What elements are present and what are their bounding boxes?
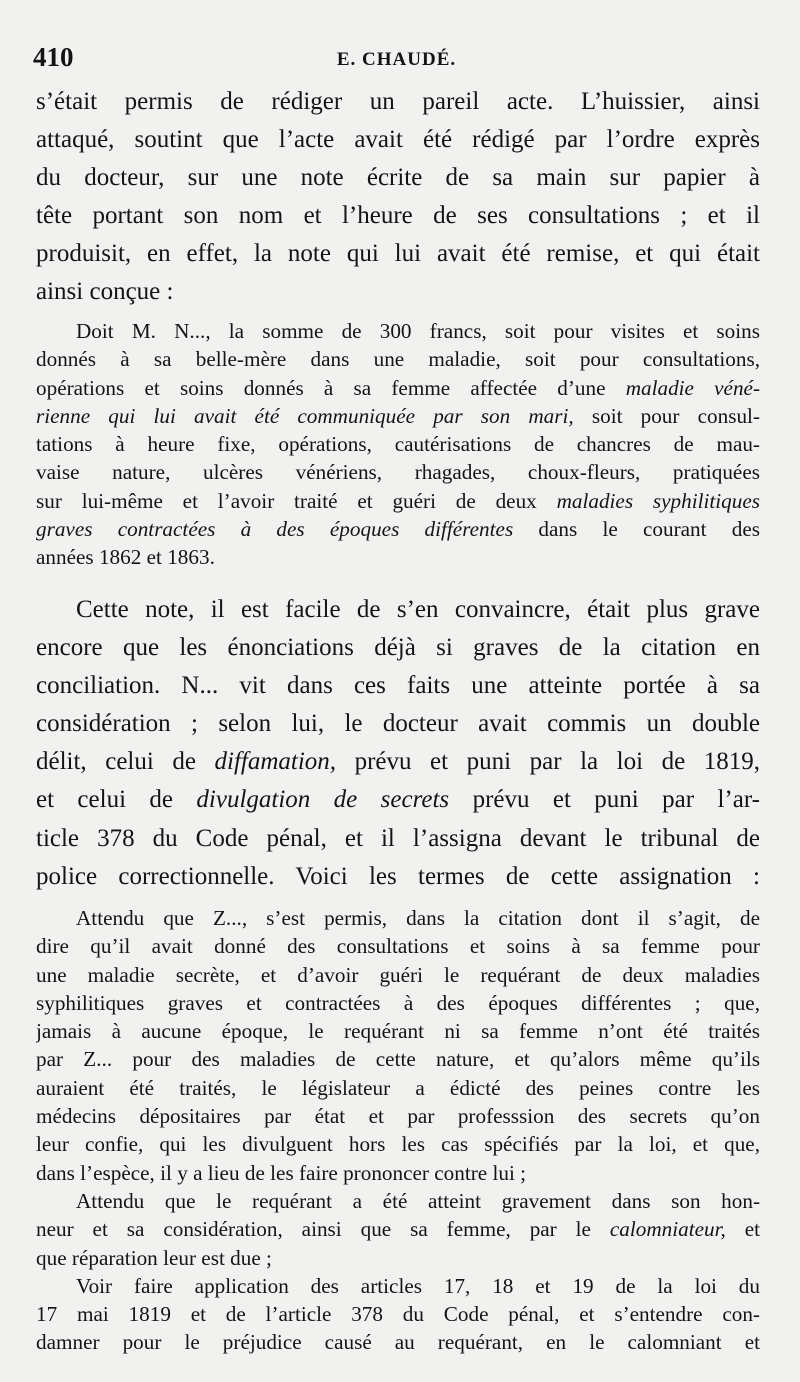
text-line: considération ; selon lui, le docteur avait commis un double bbox=[36, 710, 760, 738]
text-line: s’était permis de rédiger un pareil acte. L’huissier, ainsi bbox=[36, 88, 760, 115]
text-line: Doit M. N..., la somme de 300 francs, soit pour visites et soins bbox=[76, 319, 760, 343]
text-line: syphilitiques graves et contractées à des époques différentes ; que, bbox=[36, 990, 760, 1015]
text-line: vaise nature, ulcères vénériens, rhagades, choux-fleurs, pratiquées bbox=[36, 460, 760, 485]
text-line: encore que les énonciations déjà si graves de la citation en bbox=[36, 634, 760, 662]
text-line: graves contractées à des époques différentes dans le courant des bbox=[36, 517, 760, 542]
text-line: neur et sa considération, ainsi que sa femme, par le calomniateur, et bbox=[36, 1217, 760, 1242]
text-line: opérations et soins donnés à sa femme affectée d’une maladie véné- bbox=[36, 375, 760, 400]
text-line: police correctionnelle. Voici les termes de cette assignation : bbox=[36, 862, 760, 890]
text-line: années 1862 et 1863. bbox=[36, 545, 215, 570]
text-line: donnés à sa belle-mère dans une maladie, soit pour consultations, bbox=[36, 347, 760, 372]
text-line: une maladie secrète, et d’avoir guéri le requérant de deux maladies bbox=[36, 962, 760, 987]
text-line: Voir faire application des articles 17, 18 et 19 de la loi du bbox=[76, 1273, 760, 1298]
text-line: Attendu que Z..., s’est permis, dans la citation dont il s’agit, de bbox=[76, 906, 760, 930]
text-line: du docteur, sur une note écrite de sa main sur papier à bbox=[36, 164, 760, 192]
text-line: que réparation leur est due ; bbox=[36, 1245, 272, 1270]
text-line: ticle 378 du Code pénal, et il l’assigna devant le tribunal de bbox=[36, 824, 760, 852]
text-line: Attendu que le requérant a été atteint gravement dans son hon- bbox=[76, 1188, 760, 1213]
text-line: 17 mai 1819 et de l’article 378 du Code pénal, et s’entendre con- bbox=[36, 1302, 760, 1327]
text-line: leur confie, qui les divulguent hors les cas spécifiés par la loi, et que, bbox=[36, 1132, 760, 1157]
text-line: dans l’espèce, il y a lieu de les faire prononcer contre lui ; bbox=[36, 1160, 527, 1185]
text-line: ainsi conçue : bbox=[36, 278, 174, 306]
text-line: attaqué, soutint que l’acte avait été rédigé par l’ordre exprès bbox=[36, 126, 760, 154]
text-line: et celui de divulgation de secrets prévu et puni par l’ar- bbox=[36, 786, 760, 814]
text-line: médecins dépositaires par état et par professsion des secrets qu’on bbox=[36, 1104, 760, 1129]
text-line: tête portant son nom et l’heure de ses consultations ; et il bbox=[36, 202, 760, 230]
quoted-note bbox=[36, 317, 760, 572]
text-line: rienne qui lui avait été communiquée par son mari, soit pour consul- bbox=[36, 403, 760, 428]
running-head: E. CHAUDÉ. bbox=[336, 49, 457, 70]
text-line: dire qu’il avait donné des consultations et soins à sa femme pour bbox=[36, 934, 760, 959]
text-line: par Z... pour des maladies de cette nature, et qu’alors même qu’ils bbox=[36, 1047, 760, 1072]
text-line: jamais à aucune époque, le requérant ni sa femme n’ont été traités bbox=[36, 1019, 760, 1044]
text-line: produisit, en effet, la note qui lui avait été remise, et qui était bbox=[36, 240, 760, 268]
text-line: sur lui-même et l’avoir traité et guéri de deux maladies syphilitiques bbox=[36, 488, 760, 513]
page-number: 410 bbox=[33, 42, 74, 72]
text-line: tations à heure fixe, opérations, cautérisations de chancres de mau- bbox=[36, 432, 760, 457]
text-line: auraient été traités, le législateur a édicté des peines contre les bbox=[36, 1075, 760, 1100]
quoted-assignation bbox=[36, 904, 760, 1357]
text-line: délit, celui de diffamation, prévu et puni par la loi de 1819, bbox=[36, 748, 760, 776]
page-header bbox=[33, 42, 760, 78]
text-line: Cette note, il est facile de s’en convaincre, était plus grave bbox=[76, 596, 760, 623]
paragraph-continuation bbox=[36, 83, 760, 312]
text-line: conciliation. N... vit dans ces faits une atteinte portée à sa bbox=[36, 672, 760, 700]
text-line: damner pour le préjudice causé au requérant, en le calomniant et bbox=[36, 1330, 760, 1355]
paragraph bbox=[36, 591, 760, 896]
